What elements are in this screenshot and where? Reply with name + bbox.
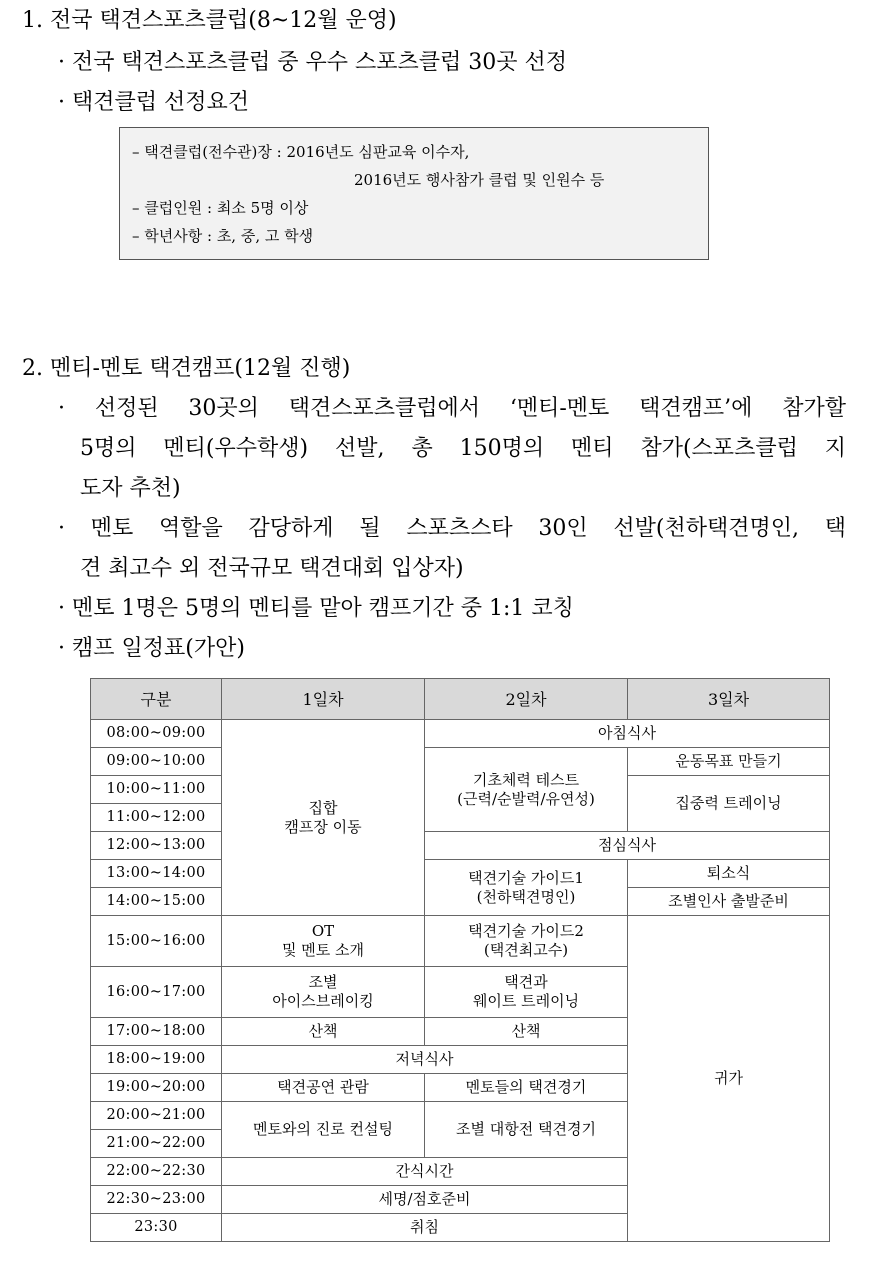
day3-home-cell: 귀가: [628, 916, 830, 1242]
day2-guide2-line2: (택견최고수): [483, 941, 569, 959]
day1-icebreak-cell: [222, 967, 425, 1018]
lunch-cell: 점심식사: [425, 832, 830, 860]
day2-weight-cell: [425, 967, 628, 1018]
time-cell: 12:00~13:00: [91, 832, 222, 860]
time-cell: 21:00~22:00: [91, 1130, 222, 1158]
time-cell: 11:00~12:00: [91, 804, 222, 832]
section2-bullet2-line2: 견 최고수 외 전국규모 택견대회 입상자): [80, 556, 464, 581]
day1-gather-line2: 캠프장 이동: [284, 817, 362, 836]
day2-guide1-line1: 택견기술 가이드1: [468, 868, 584, 887]
day2-guide1-cell: [425, 860, 628, 916]
day1-gather-line1: 집합: [308, 798, 338, 817]
time-cell: 17:00~18:00: [91, 1018, 222, 1046]
time-cell: 20:00~21:00: [91, 1102, 222, 1130]
requirements-box: [119, 127, 709, 260]
time-cell: 16:00~17:00: [91, 967, 222, 1018]
day1-icebreak-line1: 조별: [308, 973, 338, 991]
breakfast-cell: 아침식사: [425, 720, 830, 748]
day2-guide1-line2: (천하택견명인): [476, 887, 576, 906]
header-day3: 3일차: [628, 679, 830, 720]
time-cell: 22:00~22:30: [91, 1158, 222, 1186]
day1-gather-cell: [222, 720, 425, 916]
day2-guide2-cell: [425, 916, 628, 967]
time-cell: 10:00~11:00: [91, 776, 222, 804]
day2-team-match-cell: 조별 대항전 택견경기: [425, 1102, 628, 1158]
snack-cell: 간식시간: [222, 1158, 628, 1186]
day2-fitness-line1: 기초체력 테스트: [472, 770, 580, 789]
day3-farewell-cell: 조별인사 출발준비: [628, 888, 830, 916]
sleep-cell: 취침: [222, 1214, 628, 1242]
section2-bullet1-line2: 5명의 멘티(우수학생) 선발, 총 150명의 멘티 참가(스포츠클럽 지: [80, 436, 846, 461]
day2-mentor-match-cell: 멘토들의 택견경기: [425, 1074, 628, 1102]
time-cell: 23:30: [91, 1214, 222, 1242]
time-cell: 13:00~14:00: [91, 860, 222, 888]
time-cell: 09:00~10:00: [91, 748, 222, 776]
section2-bullet4: · 캠프 일정표(가안): [58, 636, 245, 661]
requirement-club-leader-cont: 2016년도 행사참가 클럽 및 인원수 등: [354, 171, 605, 189]
day1-ot-line1: OT: [311, 922, 335, 940]
day2-fitness-line2: (근력/순발력/유연성): [457, 789, 595, 808]
header-day1: 1일차: [222, 679, 425, 720]
section2-bullet3: · 멘토 1명은 5명의 멘티를 맡아 캠프기간 중 1:1 코칭: [58, 596, 574, 621]
day1-icebreak-line2: 아이스브레이킹: [272, 992, 374, 1010]
day2-fitness-cell: [425, 748, 628, 832]
day3-goal-cell: 운동목표 만들기: [628, 748, 830, 776]
time-cell: 22:30~23:00: [91, 1186, 222, 1214]
time-cell: 18:00~19:00: [91, 1046, 222, 1074]
time-cell: 19:00~20:00: [91, 1074, 222, 1102]
day3-closing-cell: 퇴소식: [628, 860, 830, 888]
section2-bullet1-line1: · 선정된 30곳의 택견스포츠클럽에서 ‘멘티-멘토 택견캠프’에 참가할: [58, 396, 846, 421]
day3-focus-cell: 집중력 트레이닝: [628, 776, 830, 832]
section2-bullet1-line3: 도자 추천): [80, 476, 181, 501]
wash-cell: 세명/점호준비: [222, 1186, 628, 1214]
day2-weight-line1: 택견과: [504, 973, 548, 991]
day1-consulting-cell: 멘토와의 진로 컨설팅: [222, 1102, 425, 1158]
requirement-grade: – 학년사항 : 초, 중, 고 학생: [132, 227, 314, 245]
section1-bullet-requirements: · 택견클럽 선정요건: [58, 90, 249, 115]
requirement-club-leader: – 택견클럽(전수관)장 : 2016년도 심판교육 이수자,: [132, 143, 470, 161]
day1-ot-line2: 및 멘토 소개: [282, 941, 364, 959]
header-category: 구분: [91, 679, 222, 720]
requirement-club-members: – 클럽인원 : 최소 5명 이상: [132, 199, 309, 217]
dinner-cell: 저녁식사: [222, 1046, 628, 1074]
time-cell: 14:00~15:00: [91, 888, 222, 916]
day1-performance-cell: 택견공연 관람: [222, 1074, 425, 1102]
day2-weight-line2: 웨이트 트레이닝: [472, 992, 580, 1010]
time-cell: 08:00~09:00: [91, 720, 222, 748]
time-cell: 15:00~16:00: [91, 916, 222, 967]
camp-schedule-table: [90, 678, 830, 1242]
day2-walk-cell: 산책: [425, 1018, 628, 1046]
header-day2: 2일차: [425, 679, 628, 720]
day2-guide2-line1: 택견기술 가이드2: [468, 922, 584, 940]
section2-heading: 2. 멘티-멘토 택견캠프(12월 진행): [22, 356, 351, 381]
day1-walk-cell: 산책: [222, 1018, 425, 1046]
section1-bullet-selection: · 전국 택견스포츠클럽 중 우수 스포츠클럽 30곳 선정: [58, 50, 567, 75]
day1-ot-cell: [222, 916, 425, 967]
section2-bullet2-line1: · 멘토 역할을 감당하게 될 스포츠스타 30인 선발(천하택견명인, 택: [58, 516, 846, 541]
section1-heading: 1. 전국 택견스포츠클럽(8~12월 운영): [22, 8, 397, 33]
